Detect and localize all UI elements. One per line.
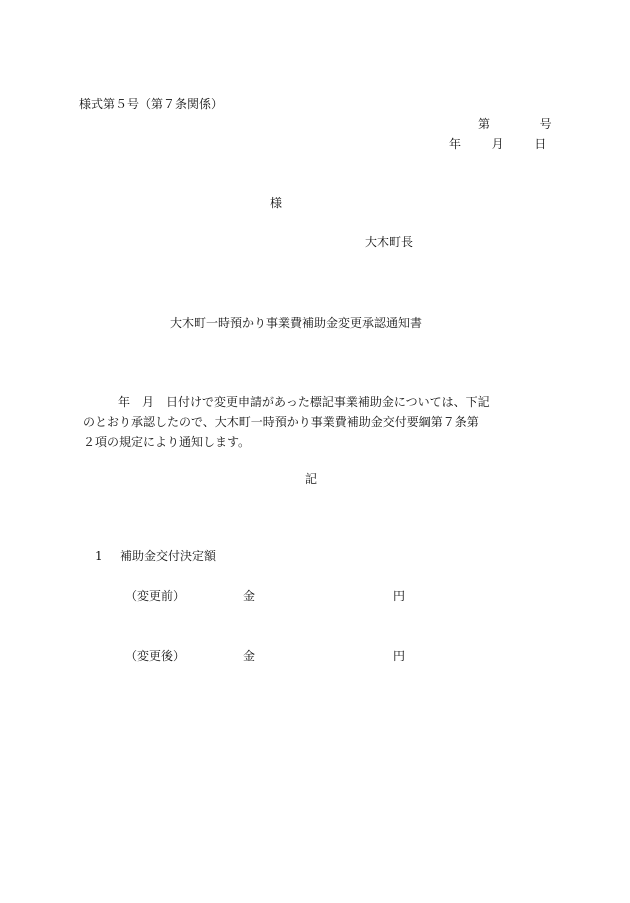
document-number (478, 118, 552, 130)
body-paragraph (83, 392, 553, 452)
addressee-honorific: 様 (270, 196, 283, 210)
sender-name: 大木町長 (365, 235, 414, 249)
body-line-3: ２項の規定により通知します。 (83, 435, 251, 449)
amount-after-yen: 円 (393, 649, 406, 663)
amount-before-label: （変更前） (125, 589, 186, 603)
amount-after-label: （変更後） (125, 649, 186, 663)
amount-before-kin: 金 (243, 589, 256, 603)
form-number: 様式第５号（第７条関係） (79, 97, 224, 111)
issue-date (449, 138, 546, 150)
amount-after-kin: 金 (243, 649, 256, 663)
amount-before-yen: 円 (393, 589, 406, 603)
document-number-dai: 第 (478, 117, 491, 131)
document-number-go: 号 (539, 117, 552, 131)
item-1 (95, 550, 216, 562)
date-year-label: 年 (449, 137, 462, 151)
item-1-label: 補助金交付決定額 (120, 549, 217, 563)
body-line-1: 年 月 日付けで変更申請があった標記事業補助金については、下記 (118, 395, 490, 409)
body-line-2: のとおり承認したので、大木町一時預かり事業費補助金交付要綱第７条第 (83, 415, 479, 429)
document-title: 大木町一時預かり事業費補助金変更承認通知書 (170, 316, 423, 330)
date-day-label: 日 (534, 137, 547, 151)
item-1-number: 1 (95, 549, 103, 563)
date-month-label: 月 (491, 137, 504, 151)
ki-heading: 記 (305, 472, 318, 486)
